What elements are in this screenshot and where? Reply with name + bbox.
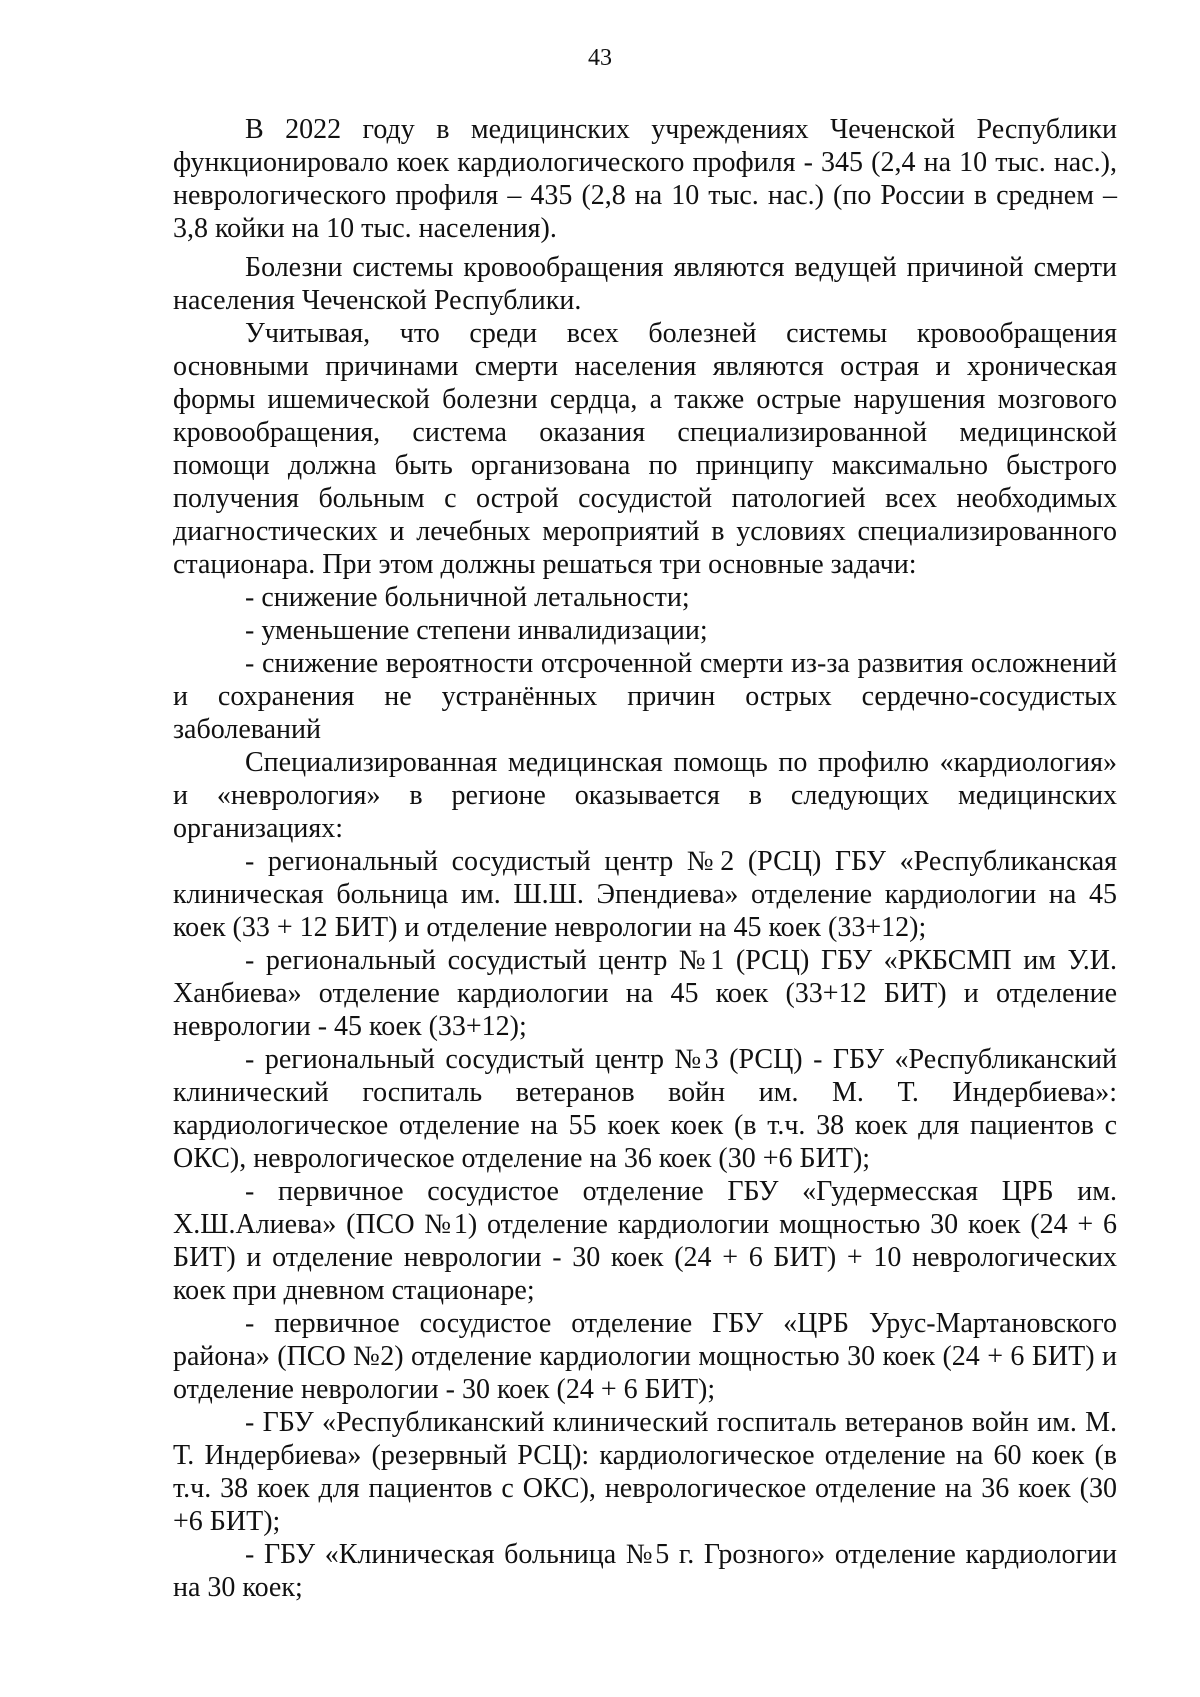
list-item-task-3: - снижение вероятности отсроченной смерти из-за развития осложнений и сохранения не устранённых причин острых сердечно-сосудистых заболеваний (173, 648, 1117, 745)
paragraph-leading-cause: Болезни системы кровообращения являются ведущей причиной смерти населения Чеченской Республики. (173, 252, 1117, 316)
list-item-pso-2: - первичное сосудистое отделение ГБУ «ЦРБ Урус-Мартановского района» (ПСО №2) отделение кардиологии мощностью 30 коек (24 + 6 БИТ) и отделение неврологии - 30 коек (24 + 6 БИТ); (173, 1308, 1117, 1405)
document-body (173, 113, 1117, 1604)
list-item-rsc-3: - региональный сосудистый центр №3 (РСЦ) - ГБУ «Республиканский клинический госпиталь ветеранов войн им. М. Т. Индербиева»: кардиологическое отделение на 55 коек коек (в т.ч. 38 коек для пациентов с ОКС), неврологическое отделение на 36 коек (30 +6 БИТ); (173, 1044, 1117, 1174)
list-item-pso-1: - первичное сосудистое отделение ГБУ «Гудермесская ЦРБ им. Х.Ш.Алиева» (ПСО №1) отделение кардиологии мощностью 30 коек (24 + 6 БИТ) и отделение неврологии - 30 коек (24 + 6 БИТ) + 10 неврологических коек при дневном стационаре; (173, 1176, 1117, 1306)
list-item-task-2: - уменьшение степени инвалидизации; (245, 615, 708, 646)
list-item-rsc-2: - региональный сосудистый центр №2 (РСЦ) ГБУ «Республиканская клиническая больница им. Ш.Ш. Эпендиева» отделение кардиологии на 45 коек (33 + 12 БИТ) и отделение неврологии на 45 коек (33+12); (173, 846, 1117, 943)
list-item-rsc-1: - региональный сосудистый центр №1 (РСЦ) ГБУ «РКБСМП им У.И. Ханбиева» отделение кардиологии на 45 коек (33+12 БИТ) и отделение неврологии - 45 коек (33+12); (173, 945, 1117, 1042)
paragraph-organizations-intro: Специализированная медицинская помощь по профилю «кардиология» и «неврология» в регионе оказывается в следующих медицинских организациях: (173, 747, 1117, 844)
paragraph-bed-capacity: В 2022 году в медицинских учреждениях Чеченской Республики функционировало коек кардиологического профиля - 345 (2,4 на 10 тыс. нас.), неврологического профиля – 435 (2,8 на 10 тыс. нас.) (по России в среднем – 3,8 койки на 10 тыс. населения). (173, 114, 1117, 244)
list-item-hospital-5: - ГБУ «Клиническая больница №5 г. Грозного» отделение кардиологии на 30 коек; (173, 1539, 1117, 1603)
list-item-reserve-rsc: - ГБУ «Республиканский клинический госпиталь ветеранов войн им. М. Т. Индербиева» (резервный РСЦ): кардиологическое отделение на 60 коек (в т.ч. 38 коек для пациентов с ОКС), неврологическое отделение на 36 коек (30 +6 БИТ); (173, 1407, 1117, 1537)
page-number: 43 (588, 45, 612, 71)
paragraph-care-system: Учитывая, что среди всех болезней системы кровообращения основными причинами смерти населения являются острая и хроническая формы ишемической болезни сердца, а также острые нарушения мозгового кровообращения, система оказания специализированной медицинской помощи должна быть организована по принципу максимально быстрого получения больным с острой сосудистой патологией всех необходимых диагностических и лечебных мероприятий в условиях специализированного стационара. При этом должны решаться три основные задачи: (173, 318, 1117, 580)
list-item-task-1: - снижение больничной летальности; (245, 582, 690, 613)
